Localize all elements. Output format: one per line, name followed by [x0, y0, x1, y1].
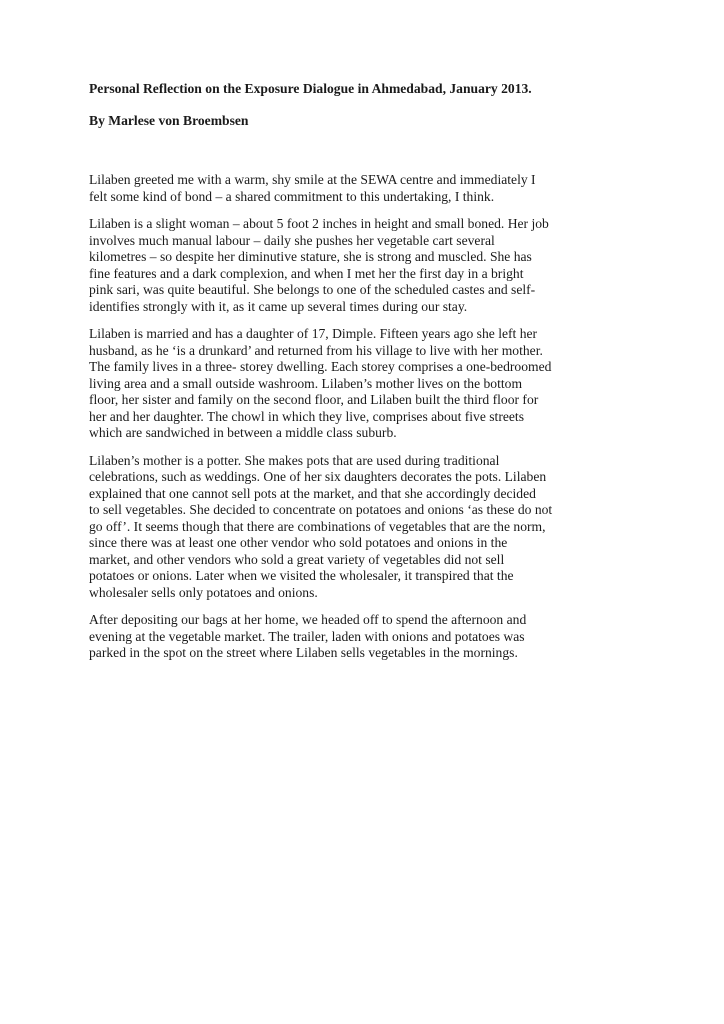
- paragraph-line: fine features and a dark complexion, and when I met her the first day in a bright: [89, 265, 524, 281]
- paragraph-line: potatoes or onions. Later when we visited the wholesaler, it transpired that the: [89, 568, 514, 583]
- paragraph-line: involves much manual labour – daily she pushes her vegetable cart several: [89, 232, 495, 248]
- paragraph-line: identifies strongly with it, as it came up several times during our stay.: [89, 298, 468, 314]
- paragraph-line: kilometres – so despite her diminutive stature, she is strong and muscled. She has: [89, 249, 532, 264]
- paragraph-line: floor, her sister and family on the second floor, and Lilaben built the third floor for: [89, 392, 539, 407]
- paragraph-line: parked in the spot on the street where Lilaben sells vegetables in the mornings.: [89, 645, 518, 660]
- paragraph: [89, 326, 629, 442]
- paragraph: [89, 172, 629, 205]
- paragraph-line: living area and a small outside washroom. Lilaben’s mother lives on the bottom: [89, 375, 523, 391]
- paragraph-line: Lilaben greeted me with a warm, shy smile at the SEWA centre and immediately I: [89, 172, 536, 187]
- paragraph-line: felt some kind of bond – a shared commitment to this undertaking, I think.: [89, 188, 495, 204]
- document-title: Personal Reflection on the Exposure Dialogue in Ahmedabad, January 2013.: [89, 81, 532, 96]
- paragraph-line: since there was at least one other vendor who sold potatoes and onions in the: [89, 535, 508, 550]
- paragraph-line: pink sari, was quite beautiful. She belongs to one of the scheduled castes and self-: [89, 282, 536, 297]
- paragraph-line: Lilaben’s mother is a potter. She makes pots that are used during traditional: [89, 452, 500, 468]
- paragraph-line: Lilaben is married and has a daughter of 17, Dimple. Fifteen years ago she left her: [89, 326, 538, 341]
- paragraph-line: husband, as he ‘is a drunkard’ and returned from his village to live with her mother.: [89, 342, 543, 358]
- document-body: [89, 172, 629, 662]
- paragraph-line: market, and other vendors who sold a great variety of vegetables did not sell: [89, 551, 505, 567]
- paragraph-line: which are sandwiched in between a middle class suburb.: [89, 425, 397, 440]
- paragraph-line: Lilaben is a slight woman – about 5 foot 2 inches in height and small boned. Her job: [89, 216, 549, 231]
- paragraph: [89, 612, 629, 662]
- paragraph-line: celebrations, such as weddings. One of her six daughters decorates the pots. Lilaben: [89, 469, 547, 484]
- paragraph-line: her and her daughter. The chowl in which they live, comprises about five streets: [89, 408, 524, 424]
- paragraph-line: wholesaler sells only potatoes and onions.: [89, 584, 318, 600]
- paragraph-line: to sell vegetables. She decided to concentrate on potatoes and onions ‘as these do not: [89, 502, 553, 517]
- paragraph-line: evening at the vegetable market. The trailer, laden with onions and potatoes was: [89, 628, 525, 644]
- paragraph-line: go off’. It seems though that there are combinations of vegetables that are the norm,: [89, 518, 546, 534]
- document-author: By Marlese von Broembsen: [89, 113, 249, 128]
- paragraph: [89, 453, 629, 602]
- paragraph-line: After depositing our bags at her home, we headed off to spend the afternoon and: [89, 612, 527, 627]
- document-content: [89, 80, 629, 673]
- paragraph-line: explained that one cannot sell pots at the market, and that she accordingly decided: [89, 485, 536, 501]
- paragraph: [89, 216, 629, 315]
- paragraph-line: The family lives in a three- storey dwelling. Each storey comprises a one-bedroomed: [89, 359, 552, 374]
